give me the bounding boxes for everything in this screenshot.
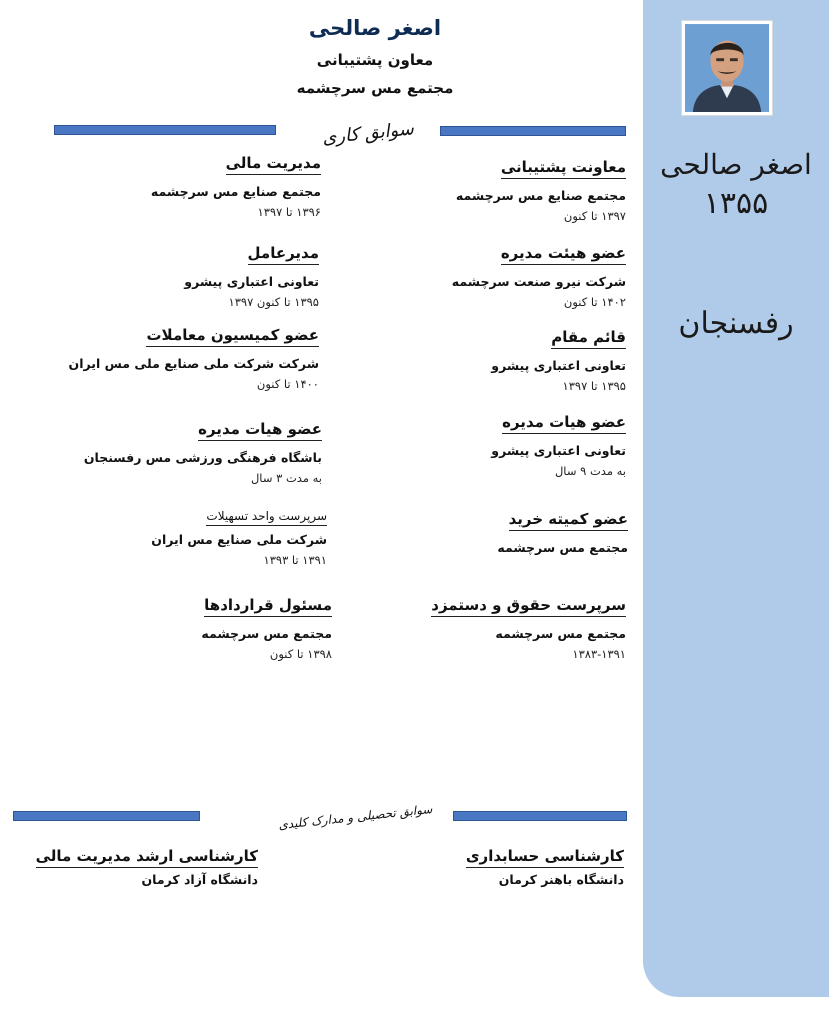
work-entry-org: مجتمع مس سرچشمه <box>201 626 332 641</box>
education-degree: کارشناسی حسابداری <box>466 846 624 868</box>
work-entry-org: مجتمع صنایع مس سرچشمه <box>455 188 626 203</box>
work-entry-title: مسئول قراردادها <box>204 595 332 617</box>
work-divider-right <box>440 126 626 136</box>
sidebar-city: رفسنجان <box>678 306 794 341</box>
education-entry <box>466 846 624 888</box>
person-portrait-icon <box>685 24 769 112</box>
work-entry-date: به مدت ۳ سال <box>250 471 322 485</box>
education-degree: کارشناسی ارشد مدیریت مالی <box>36 846 258 868</box>
work-entry <box>456 157 626 223</box>
work-entry-date: ۱۳۹۱ تا ۱۳۹۳ <box>263 553 327 567</box>
work-entry-title: عضو کمیسیون معاملات <box>146 325 319 347</box>
work-divider-left <box>54 125 276 135</box>
work-entry-date: ۱۳۹۵ تا ۱۳۹۷ <box>562 379 626 393</box>
work-entry-title: معاونت پشتیبانی <box>501 157 626 179</box>
work-entry <box>431 595 626 661</box>
education-entry <box>36 846 258 888</box>
work-entry-title: عضو هیات مدیره <box>198 419 322 441</box>
sidebar-birth-year: ۱۳۵۵ <box>703 186 769 221</box>
work-entry <box>151 153 321 219</box>
work-entry <box>184 243 319 309</box>
education-section-title: سوابق تحصیلی و مدارک کلیدی <box>277 801 433 833</box>
work-entry-org: تعاونی اعتباری پیشرو <box>491 358 626 373</box>
sidebar-name: اصغر صالحی <box>660 148 812 181</box>
work-entry-date: ۱۴۰۲ تا کنون <box>563 295 626 309</box>
work-entry-org: تعاونی اعتباری پیشرو <box>184 274 319 289</box>
education-divider-right <box>453 811 627 821</box>
work-entry <box>151 505 327 567</box>
education-school: دانشگاه باهنر کرمان <box>498 872 624 887</box>
work-entry-date: ۱۳۹۶ تا ۱۳۹۷ <box>257 205 321 219</box>
education-divider-left <box>13 811 200 821</box>
education-school: دانشگاه آزاد کرمان <box>141 872 258 887</box>
work-entry-date: ۱۳۹۸ تا کنون <box>269 647 332 661</box>
work-entry-date: ۱۳۹۷ تا کنون <box>563 209 626 223</box>
header-name: اصغر صالحی <box>308 16 442 40</box>
work-entry-title: سرپرست حقوق و دستمزد <box>431 595 626 617</box>
work-entry-title: عضو هیات مدیره <box>502 412 626 434</box>
work-entry-title: سرپرست واحد تسهیلات <box>206 508 327 526</box>
header-organization: مجتمع مس سرچشمه <box>296 79 454 97</box>
work-entry-title: مدیرعامل <box>248 243 319 265</box>
work-entry-title: عضو هیئت مدیره <box>501 243 626 265</box>
work-entry <box>201 595 332 661</box>
work-entry-org: شرکت ملی صنایع مس ایران <box>151 532 327 547</box>
header-title: معاون پشتیبانی <box>316 51 434 69</box>
work-entry <box>491 412 626 478</box>
work-entry-date: ۱۳۸۳-۱۳۹۱ <box>572 647 626 661</box>
work-entry-org: شرکت نیرو صنعت سرچشمه <box>451 274 626 289</box>
work-entry <box>497 509 628 556</box>
work-entry-date: ۱۳۹۵ تا کنون ۱۳۹۷ <box>228 295 319 309</box>
work-entry-org: مجتمع مس سرچشمه <box>495 626 626 641</box>
work-entry-org: مجتمع صنایع مس سرچشمه <box>150 184 321 199</box>
work-entry-title: قائم مقام <box>551 327 626 349</box>
work-entry-title: عضو کمیته خرید <box>509 509 628 531</box>
work-entry <box>452 243 626 309</box>
work-entry-org: باشگاه فرهنگی ورزشی مس رفسنجان <box>83 450 322 465</box>
profile-photo <box>681 20 773 116</box>
work-entry-org: مجتمع مس سرچشمه <box>497 540 628 555</box>
work-entry <box>84 419 322 485</box>
work-entry-date: به مدت ۹ سال <box>554 464 626 478</box>
work-entry-org: تعاونی اعتباری پیشرو <box>491 443 626 458</box>
work-entry-title: مدیریت مالی <box>226 153 321 175</box>
work-entry-date: ۱۴۰۰ تا کنون <box>256 377 319 391</box>
work-entry <box>69 325 319 391</box>
work-entry-org: شرکت شرکت ملی صنایع ملی مس ایران <box>68 356 319 371</box>
work-entry <box>491 327 626 393</box>
work-section-title: سوابق کاری <box>321 118 415 149</box>
